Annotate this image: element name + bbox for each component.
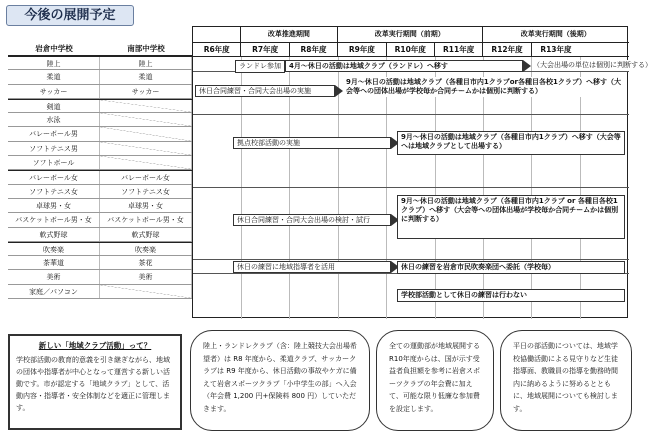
school-cell-nanbu: 軟式野球: [100, 228, 192, 241]
school-col-iwakura: 岩倉中学校: [8, 42, 100, 56]
school-header: [8, 42, 192, 56]
year-cell: R9年度: [338, 43, 386, 56]
school-cell-nanbu: [100, 127, 192, 140]
school-cell-nanbu: [100, 100, 192, 112]
timeline-table: [192, 26, 652, 318]
school-row: [8, 256, 192, 270]
school-cell-nanbu: バレーボール女: [100, 171, 192, 183]
school-row: [8, 113, 192, 127]
school-cell-iwakura: 美術: [8, 270, 100, 283]
school-row: [8, 56, 192, 70]
kyoten-arrow-label: 拠点校部活動の実施: [237, 139, 300, 147]
school-cell-iwakura: 茶華道: [8, 256, 100, 269]
school-cell-iwakura: 柔道: [8, 70, 100, 83]
school-cell-nanbu: サッカー: [100, 85, 192, 98]
school-col-nanbu: 南部中学校: [100, 42, 192, 56]
school-row: [8, 270, 192, 284]
school-row: [8, 85, 192, 99]
page-title: 今後の展開予定: [6, 5, 134, 26]
school-cell-iwakura: 陸上: [8, 57, 100, 69]
school-row: [8, 70, 192, 84]
suisou-arrow-label: 休日の練習に地域指導者を活用: [237, 263, 335, 271]
school-cell-iwakura: バレーボール男: [8, 127, 100, 140]
bubble-r10: 全ての運動部が地域展開する R10年度からは、国が示す受益者負担額を参考に岩倉スポーツクラブの年会費に加えて、可能な限り低廉な参加費を設定します。: [376, 330, 494, 431]
phase-zenki: 改革実行期間（前期）: [338, 27, 483, 42]
rikujo-arrow-label: 4月～休日の活動は地域クラブ（ランドレ）へ移す: [289, 62, 448, 70]
school-row: [8, 285, 192, 299]
school-row: [8, 99, 192, 113]
school-cell-iwakura: 軟式野球: [8, 228, 100, 241]
judo-plan-text: 9月～休日の活動は地域クラブ（各種目市内1クラブor各種目各校1クラブ）へ移す（大会等への団体出場が学校毎か合同チームかは個別に判断する）: [343, 77, 627, 97]
year-cell: R7年度: [241, 43, 289, 56]
school-row: [8, 199, 192, 213]
school-table: [8, 42, 192, 299]
note-heading: 新しい「地域クラブ活動」って？: [38, 341, 152, 350]
year-cell: R8年度: [290, 43, 338, 56]
school-row: [8, 242, 192, 256]
school-cell-nanbu: 卓球男・女: [100, 199, 192, 212]
suisou-plan-text: 休日の練習を岩倉市民吹奏楽団へ委託（学校毎）: [397, 261, 625, 274]
judo-arrow: [195, 85, 335, 97]
school-cell-iwakura: ソフトテニス女: [8, 185, 100, 198]
rikujo-note: （大会出場の単位は個別に判断する）: [533, 61, 652, 69]
school-cell-iwakura: ソフトテニス男: [8, 142, 100, 155]
school-cell-iwakura: バレーボール女: [8, 171, 100, 183]
ball-arrow-label: 休日合同練習・合同大会出場の検討・試行: [237, 216, 370, 224]
bunka-plan-text: 学校部活動として休日の練習は行わない: [397, 289, 625, 302]
school-cell-nanbu: [100, 285, 192, 298]
school-cell-nanbu: 柔道: [100, 70, 192, 83]
suisou-arrow: [233, 261, 391, 273]
school-cell-iwakura: 吹奏楽: [8, 243, 100, 255]
school-cell-nanbu: 美術: [100, 270, 192, 283]
school-cell-nanbu: バスケットボール男・女: [100, 213, 192, 226]
year-row: [193, 42, 629, 57]
school-cell-nanbu: [100, 113, 192, 126]
note-chiiki-club: [8, 334, 182, 430]
phase-suishin: 改革推進期間: [241, 27, 338, 42]
rikujo-r7-label: ランドレ参加: [235, 60, 285, 73]
school-cell-iwakura: 家庭／パソコン: [8, 285, 100, 298]
school-cell-nanbu: ソフトテニス女: [100, 185, 192, 198]
school-row: [8, 170, 192, 184]
ball-plan-text: 9月～休日の活動は地域クラブ（各種目市内1クラブ or 各種目各校1クラブ）へ移す（大会等への団体出場が学校毎か合同チームかは個別に判断する）: [397, 195, 625, 239]
school-cell-iwakura: 水泳: [8, 113, 100, 126]
school-cell-nanbu: [100, 142, 192, 155]
kyoten-plan-text: 9月～休日の活動は地域クラブ（各種目市内1クラブ）へ移す（大会等へは地域クラブとして出場する）: [397, 131, 625, 155]
school-row: [8, 213, 192, 227]
school-row: [8, 185, 192, 199]
school-cell-nanbu: 吹奏楽: [100, 243, 192, 255]
school-row: [8, 127, 192, 141]
kyoten-arrow: [233, 137, 391, 149]
school-cell-nanbu: 陸上: [100, 57, 192, 69]
bubble-rikujo: 陸上・ランドレクラブ（含：陸上競技大会出場希望者）は R8 年度から、柔道クラブ、サッカークラブは R9 年度から、休日活動の事故やケガに備えて岩倉スポーツクラブ「小中学生の部」へ入会（年会費 1,200 円+保険料 800 円）していただきます。: [190, 330, 370, 431]
school-cell-nanbu: [100, 156, 192, 169]
year-cell: R11年度: [435, 43, 483, 56]
school-cell-iwakura: サッカー: [8, 85, 100, 98]
phase-header: [193, 27, 241, 42]
rikujo-arrow: [285, 60, 523, 72]
school-row: [8, 228, 192, 242]
year-cell: R12年度: [483, 43, 531, 56]
year-cell: R10年度: [387, 43, 435, 56]
note-body: 学校部活動の教育的意義を引き継ぎながら、地域の団体や指導者が中心となって運営する新しい活動です。市が認定する「地域クラブ」として、活動内容・指導者・安全体制などを適正に管理します。: [16, 356, 170, 412]
ball-arrow: [233, 214, 391, 226]
year-cell: R6年度: [193, 43, 241, 56]
phase-kouki: 改革実行期間（後期）: [520, 30, 591, 38]
school-cell-nanbu: 茶花: [100, 256, 192, 269]
school-cell-iwakura: 剣道: [8, 100, 100, 112]
school-cell-iwakura: バスケットボール男・女: [8, 213, 100, 226]
school-cell-iwakura: ソフトボール: [8, 156, 100, 169]
year-cell: R13年度: [540, 45, 572, 54]
judo-arrow-label: 休日合同練習・合同大会出場の実施: [199, 87, 311, 95]
school-cell-iwakura: 卓球男・女: [8, 199, 100, 212]
bubble-heijitsu: 平日の部活動については、地域学校協働活動による見守りなど生徒指導面、教職員の指導を勤務時間内に納めるように努めるとともに、地域展開についても検討します。: [500, 330, 632, 431]
school-row: [8, 156, 192, 170]
school-row: [8, 142, 192, 156]
